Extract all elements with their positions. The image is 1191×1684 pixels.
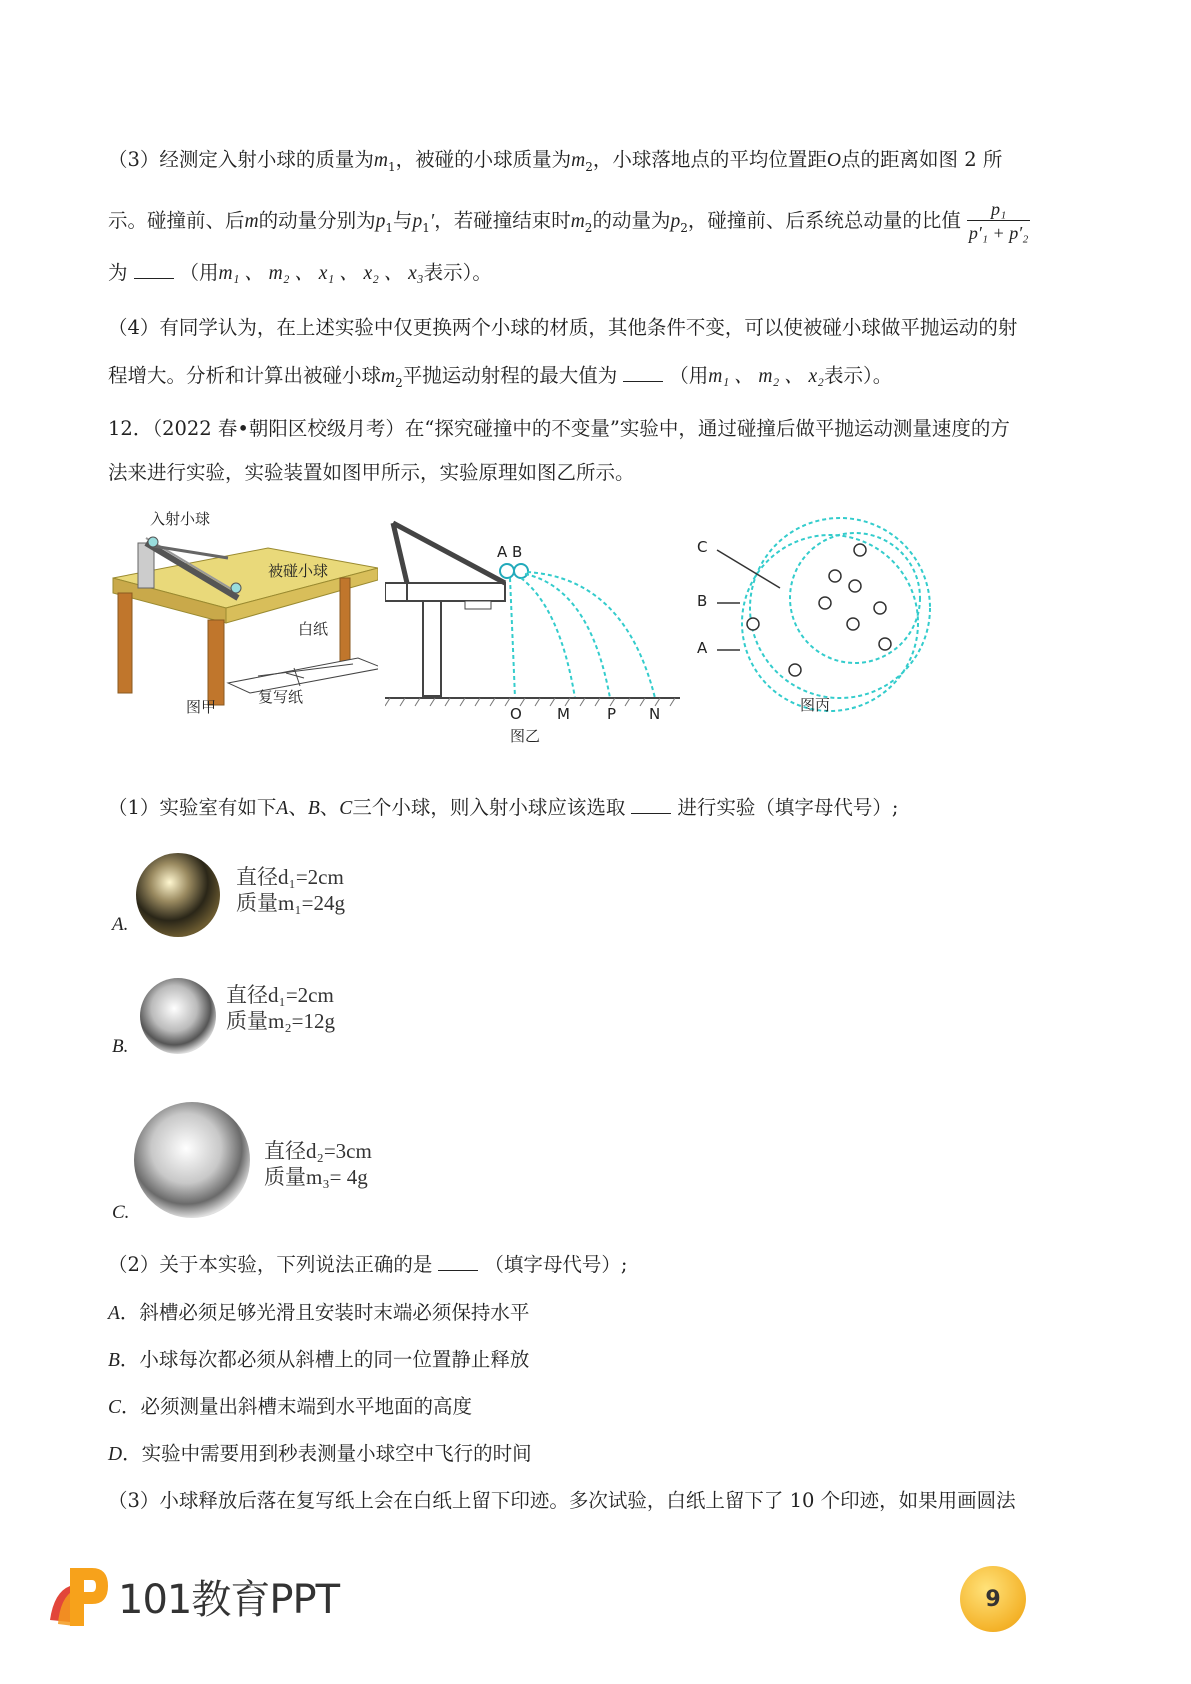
text: 进行实验（填字母代号）; [677, 796, 899, 819]
option-text: ．小球每次都必须从斜槽上的同一位置静止释放 [119, 1348, 530, 1371]
figure-caption: 图丙 [800, 696, 831, 714]
text: 表示）。 [823, 364, 893, 387]
text: （用 [179, 261, 219, 284]
option-text: ．实验中需要用到秒表测量小球空中飞行的时间 [122, 1442, 532, 1465]
option-text: ．斜槽必须足够光滑且安装时末端必须保持水平 [119, 1301, 530, 1324]
text: 的动量为 [592, 209, 671, 232]
figure-jia [108, 508, 378, 770]
label-B: B [697, 592, 708, 610]
page-number-badge: 9 [960, 1566, 1026, 1632]
option-letter: A [108, 1303, 120, 1324]
q11-p4-line2 [108, 361, 1086, 398]
answer-blank[interactable] [134, 260, 174, 279]
option-letter: D [108, 1444, 123, 1465]
sub: 1 [388, 159, 396, 174]
option-letter: C. [112, 1202, 130, 1223]
vars: m₁ 、 m₂ 、 x₁ 、 x₂ 、 x₃ [218, 263, 424, 284]
option-letter: B [108, 1350, 120, 1371]
trajectory-drawing [385, 508, 685, 738]
text: 程增大。分析和计算出被碰小球 [108, 364, 382, 387]
q12-line2: 法来进行实验，实验装置如图甲所示，实验原理如图乙所示。 [108, 461, 635, 484]
q11-p3-line3 [108, 258, 1086, 289]
ball-diameter: 直径d₂=3cm [264, 1139, 372, 1163]
option-letter: A. [112, 914, 129, 935]
sub: 1 [385, 220, 394, 235]
q12-sub3: （3）小球释放后落在复写纸上会在白纸上留下印迹。多次试验，白纸上留下了 10 个印迹，如果用画圆法 [108, 1489, 1016, 1512]
q11-p3-line2 [108, 198, 1086, 248]
ball-option-a[interactable] [108, 850, 428, 940]
label-hit-ball: 被碰小球 [268, 562, 329, 580]
fraction-numerator: p₁ [967, 198, 1031, 221]
text: （1）实验室有如下 [108, 796, 277, 819]
ball-diameter: 直径d₁=2cm [226, 983, 334, 1007]
answer-blank[interactable] [438, 1252, 478, 1271]
brand-logo [40, 1562, 400, 1632]
sub: 2 [584, 220, 593, 235]
label-A: A [697, 639, 708, 657]
var-m2: m [570, 211, 585, 232]
ball-mass: 质量m₁=24g [236, 891, 345, 915]
option-a[interactable] [108, 1298, 1086, 1329]
label-C: C [697, 538, 708, 556]
text: 三个小球，则入射小球应该选取 [352, 796, 626, 819]
ball-option-b[interactable] [108, 974, 428, 1062]
figure-caption: 图乙 [510, 727, 541, 745]
label-P: P [607, 705, 617, 723]
q11-p4-line1: （4）有同学认为，在上述实验中仅更换两个小球的材质，其他条件不变，可以使被碰小球做平抛运动的射 [108, 316, 1018, 339]
label-carbon-paper: 复写纸 [258, 688, 304, 706]
text: 、 [288, 796, 308, 819]
var-p1-prime: p [412, 211, 423, 232]
steel-ball-icon [130, 1100, 260, 1220]
var-p1: p [375, 211, 386, 232]
sub: 2 [395, 375, 403, 390]
text: 表示）。 [423, 261, 492, 284]
text: 平抛运动射程的最大值为 [402, 364, 618, 387]
prime: ′ [429, 211, 435, 232]
q11-p3-line1 [108, 145, 1086, 182]
option-d[interactable] [108, 1439, 1086, 1470]
steel-ball-icon [130, 974, 230, 1062]
text: 、 [319, 796, 340, 819]
var-O: O [826, 150, 842, 171]
q12-line1: 12．（2022 春•朝阳区校级月考）在“探究碰撞中的不变量”实验中，通过碰撞后做平抛运动测量速度的方 [108, 417, 1010, 440]
var-m: m [244, 211, 259, 232]
var-m2: m [571, 150, 586, 171]
figure-yi [385, 508, 685, 770]
text: 示。碰撞前、后 [108, 209, 245, 232]
apparatus-drawing [108, 508, 378, 770]
label-white-paper: 白纸 [298, 620, 329, 638]
text: （3）经测定入射小球的质量为 [108, 148, 374, 171]
option-c[interactable] [108, 1392, 1086, 1423]
option-letter: B. [112, 1036, 129, 1057]
text: 点的距离如图 2 所 [841, 148, 1003, 171]
q12-sub1 [108, 793, 1086, 824]
var-p2-prime: p [670, 211, 681, 232]
sub: 2 [585, 159, 593, 174]
var-m2: m [381, 366, 396, 387]
text: ，小球落地点的平均位置距 [592, 148, 827, 171]
steel-ball-icon [128, 850, 228, 940]
vars: m₁ 、 m₂ 、 x₂ [708, 366, 824, 387]
text: （2）关于本实验，下列说法正确的是 [108, 1253, 433, 1276]
brand-name: 101教育PPT [118, 1577, 340, 1623]
var-C: C [339, 798, 353, 819]
var-B: B [307, 798, 320, 819]
ball-mass: 质量m₂=12g [226, 1009, 335, 1033]
figure-caption: 图甲 [186, 698, 217, 716]
ball-diameter: 直径d₁=2cm [236, 865, 344, 889]
var-m1: m [373, 150, 389, 171]
fraction-denominator: p′₁ + p′₂ [968, 223, 1029, 243]
ball-mass: 质量m₃= 4g [264, 1165, 368, 1189]
option-b[interactable] [108, 1345, 1086, 1376]
answer-blank[interactable] [623, 363, 663, 382]
label-AB: A B [497, 543, 523, 561]
label-incident-ball: 入射小球 [150, 510, 211, 528]
sub: 1 [422, 220, 430, 235]
text: 与 [393, 209, 413, 232]
sub: 2 [680, 220, 688, 235]
figure-bing [695, 508, 935, 770]
q12-sub2 [108, 1250, 1086, 1280]
var-A: A [276, 798, 289, 819]
ball-option-c[interactable] [108, 1100, 448, 1223]
text: ，被碰的小球质量为 [395, 148, 572, 171]
label-O: O [510, 705, 522, 723]
label-N: N [649, 705, 661, 723]
text: （用 [669, 364, 709, 387]
ratio-fraction [967, 198, 1031, 245]
label-M: M [557, 705, 570, 723]
logo-p-icon [40, 1562, 110, 1632]
text: （填字母代号）; [484, 1253, 628, 1276]
text: 为 [108, 261, 128, 284]
option-text: ．必须测量出斜槽末端到水平地面的高度 [121, 1395, 473, 1418]
answer-blank[interactable] [631, 795, 671, 814]
text: ，碰撞前、后系统总动量的比值 [687, 209, 961, 232]
text: ，若碰撞结束时 [434, 209, 571, 232]
option-letter: C [108, 1397, 122, 1418]
text: 的动量分别为 [258, 209, 376, 232]
